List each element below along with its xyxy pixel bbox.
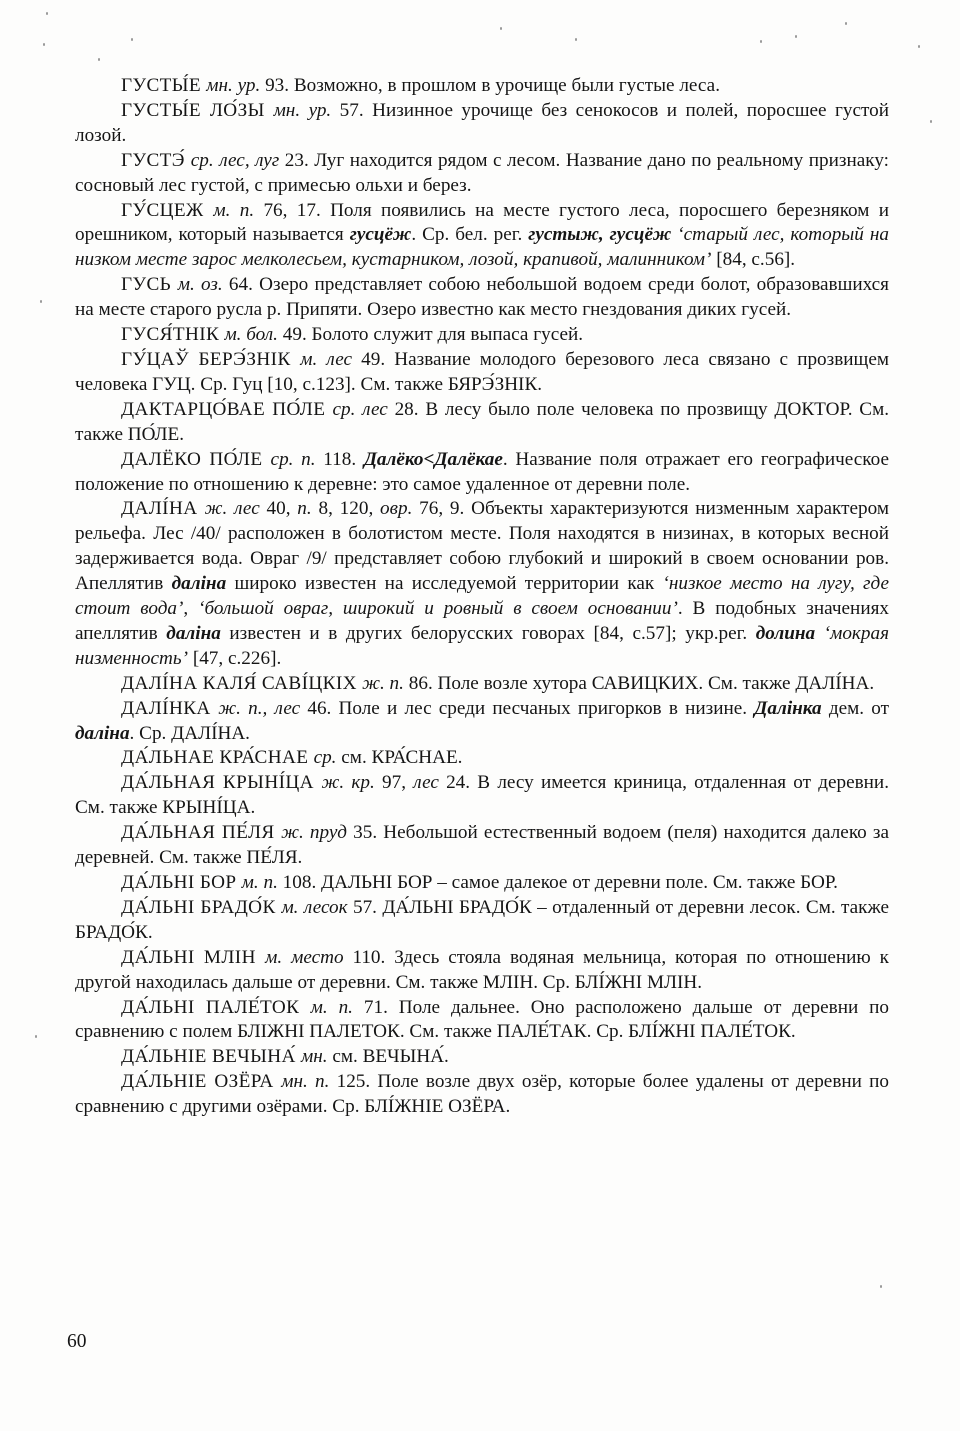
- entry-label-italic: ж. п., лес: [218, 697, 308, 719]
- dictionary-entry: [75, 497, 889, 671]
- dictionary-entry: [75, 149, 889, 199]
- dictionary-entry: [75, 99, 889, 149]
- dictionary-entry: [75, 448, 889, 498]
- entry-text: известен и в других белорусских говорах [84, с.57]; укр.рег.: [220, 622, 756, 644]
- entry-label-italic: ср. лес: [332, 398, 395, 420]
- scan-speck: [795, 35, 797, 38]
- entry-text: [84, с.56].: [711, 249, 796, 271]
- entry-headword: ДАЛІ́НКА: [121, 697, 219, 719]
- entry-text: 76, 9. Объекты характеризуются низменным характером рельефа. Лес /40/ расположен в болотистом месте. Поля находятся в низинах, в которых весной задерживается вода. Овраг /9/ представляет собою глубокий и широкий в своем основании ров. Апеллятив: [75, 498, 889, 595]
- entry-headword: ДА́ЛЬНІ ПАЛЕ́ТОК: [121, 996, 311, 1018]
- dictionary-entry: [75, 996, 889, 1046]
- entry-label-italic: ‘большой овраг, широкий и ровный в своем основании’: [198, 598, 678, 620]
- entry-label-italic: м. п.: [241, 872, 283, 893]
- dictionary-entry: [75, 273, 889, 323]
- dictionary-entry: [75, 697, 889, 747]
- entry-headword: ДАЛІ́НА КАЛЯ́ САВІ́ЦКІХ: [121, 672, 363, 694]
- entry-text: 76, 17. Поля появились на месте густого леса, поросшего березняком и орешником, который называется: [75, 199, 890, 246]
- entry-text: 24. В лесу имеется криница, отдаленная от деревни. См. также КРЫНІ́ЦА.: [75, 772, 889, 819]
- entry-text: 57. ДА́ЛЬНІ БРАДО́К – отдаленный от деревни лесок. См. также БРАДО́К.: [75, 896, 889, 943]
- scan-speck: [918, 45, 920, 48]
- entry-text: 23. Луг находится рядом с лесом. Название дано по реальному признаку: сосновый лес густой, с примесью ольхи и берез.: [75, 149, 889, 196]
- entry-label-italic: ж. п.: [362, 672, 409, 694]
- entry-label-italic: ‘низкое место на лугу, где стоит вода’: [75, 573, 889, 620]
- entry-headword: ГУ́СЦЕЖ: [121, 199, 214, 221]
- entry-headword: ДАКТАРЦО́ВАЕ ПО́ЛЕ: [121, 398, 333, 420]
- entry-text: 97,: [382, 772, 414, 794]
- entry-label-italic: м. п.: [213, 199, 264, 221]
- entry-headword: ДА́ЛЬНІЕ ОЗЁРА: [121, 1071, 282, 1093]
- entry-text: 35. Небольшой естественный водоем (пеля) находится далеко за деревней. См. также ПЕ́ЛЯ.: [75, 822, 890, 869]
- entry-term-bold-italic: долина: [755, 622, 816, 644]
- entry-text: 110. Здесь стояла водяная мельница, которая по отношению к другой находилась дальше от деревни. См. также МЛІН. Ср. БЛІ́ЖНІ МЛІН.: [75, 946, 889, 993]
- entry-term-bold-italic: гусцёж: [349, 224, 412, 246]
- entry-text: . В подобных значениях апеллятив: [75, 598, 890, 644]
- dictionary-entry: [75, 771, 889, 821]
- entry-text: 49. Название молодого березового леса связано с прозвищем человека ГУЦ. Ср. Гуц [10, с.123]. См. также БЯРЭ́ЗНІК.: [75, 348, 889, 395]
- entry-term-bold-italic: даліна: [166, 622, 221, 644]
- dictionary-entry: [75, 746, 889, 771]
- entry-label-italic: ‘старый лес, который на низком месте зарос мелколесьем, кустарником, лозой, крапивой, малинником’: [75, 224, 889, 271]
- dictionary-entry: [75, 946, 889, 996]
- entry-headword: ГУСТЫ́Е ЛО́ЗЫ: [121, 99, 274, 121]
- entry-text: 28. В лесу было поле человека по прозвищу ДОКТОР. См. также ПО́ЛЕ.: [75, 398, 890, 445]
- entry-text: 125. Поле возле двух озёр, которые более удалены от деревни по сравнению с другими озёрами. Ср. БЛІ́ЖНІЕ ОЗЁРА.: [75, 1071, 889, 1118]
- entry-text: 46. Поле и лес среди песчаных пригорков в низине.: [307, 697, 755, 719]
- entry-text: . Ср. бел. рег.: [411, 224, 529, 246]
- entry-headword: ДА́ЛЬНІ МЛІН: [121, 946, 266, 968]
- entry-label-italic: м. место: [265, 946, 353, 968]
- dictionary-entry: [75, 199, 889, 274]
- entry-text: см. ВЕЧЫНА́.: [332, 1046, 449, 1068]
- entry-headword: ГУСЯ́ТНІК: [121, 324, 225, 346]
- scan-speck: [930, 120, 932, 123]
- entry-headword: ДА́ЛЬНІЕ ВЕЧЫНА́: [121, 1046, 301, 1068]
- scan-speck: [35, 1035, 37, 1038]
- scan-speck: [131, 38, 133, 41]
- entry-text: [815, 623, 824, 644]
- entry-term-bold-italic: Далёко<Далёкае: [363, 448, 503, 470]
- entry-label-italic: ср.: [313, 747, 342, 769]
- entry-text: широко известен на исследуемой территории как: [226, 573, 663, 595]
- dictionary-entry: [75, 348, 889, 398]
- entry-text: 57. Низинное урочище без сенокосов и полей, поросшее густой лозой.: [75, 99, 889, 146]
- page-number: 60: [67, 1331, 87, 1352]
- entry-text: дем. от: [821, 697, 889, 719]
- scan-speck: [575, 38, 577, 41]
- entry-label-italic: ж. пруд: [281, 822, 354, 844]
- entry-label-italic: ср. п.: [270, 448, 324, 470]
- entry-headword: ДА́ЛЬНАЯ КРЫНІ́ЦА: [121, 772, 322, 794]
- entry-headword: ГУСТЭ́: [121, 149, 191, 171]
- entry-label-italic: ср. лес, луг: [190, 149, 285, 171]
- entry-text: 108. ДАЛЬНІ БОР – самое далекое от деревни поле. См. также БОР.: [282, 872, 838, 893]
- entry-label-italic: мн. ур.: [273, 99, 340, 121]
- entry-label-italic: п.: [297, 498, 319, 520]
- entry-text: ,: [183, 598, 199, 620]
- entry-label-italic: ж. лес: [204, 498, 267, 520]
- entry-headword: ДАЛЁКО ПО́ЛЕ: [121, 448, 271, 470]
- entry-term-bold-italic: даліна: [171, 573, 227, 595]
- entry-text: 64. Озеро представляет собою небольшой водоем среди болот, образовавшихся на месте старого русла р. Припяти. Озеро известно как место гнездования диких гусей.: [75, 274, 889, 321]
- entry-label-italic: мн. п.: [281, 1071, 337, 1093]
- entry-text: . Название поля отражает его географическое положение по отношению к деревне: это самое удаленное от деревни поле.: [75, 448, 889, 495]
- entry-headword: ДА́ЛЬНАЕ КРА́СНАЕ: [121, 747, 314, 769]
- entry-label-italic: м. бол.: [224, 324, 283, 346]
- entry-label-italic: овр.: [380, 498, 420, 520]
- entry-label-italic: мн.: [300, 1046, 333, 1068]
- entry-headword: ДА́ЛЬНАЯ ПЕ́ЛЯ: [121, 822, 282, 844]
- scan-speck: [43, 43, 45, 46]
- dictionary-entry: [75, 821, 889, 871]
- dictionary-entry: [75, 672, 889, 697]
- entry-headword: ГУСТЫ́Е: [121, 75, 207, 96]
- entry-headword: ДАЛІ́НА: [121, 498, 205, 520]
- entry-headword: ДА́ЛЬНІ БОР: [121, 872, 242, 893]
- entry-label-italic: лес: [413, 772, 447, 794]
- entry-headword: ГУСЬ: [121, 274, 178, 296]
- dictionary-entry: [75, 1070, 889, 1120]
- scan-speck: [880, 1285, 882, 1288]
- entry-text: 93. Возможно, в прошлом в урочище были густые леса.: [265, 75, 720, 96]
- dictionary-entry: [75, 74, 889, 99]
- scan-speck: [98, 58, 100, 61]
- entry-label-italic: м. п.: [310, 996, 364, 1018]
- entry-label-italic: м. оз.: [177, 274, 229, 296]
- dictionary-entry: [75, 896, 889, 946]
- dictionary-entries: [75, 74, 889, 1120]
- entry-label-italic: м. лес: [300, 348, 362, 370]
- entry-text: 118.: [323, 448, 364, 470]
- dictionary-entry: [75, 398, 889, 448]
- dictionary-entry: [75, 323, 889, 348]
- entry-term-bold-italic: даліна: [75, 722, 130, 744]
- entry-text: 8, 120,: [318, 498, 381, 520]
- scan-speck: [760, 40, 762, 43]
- entry-text: 71. Поле дальнее. Оно расположено дальше от деревни по сравнению с полем БЛІЖНІ ПАЛЕТОК. См. также ПАЛЕ́ТАК. Ср. БЛІ́ЖНІ ПАЛЕ́ТОК.: [75, 996, 890, 1043]
- scan-speck: [845, 22, 847, 25]
- entry-term-bold-italic: густыж, гусцёж: [528, 224, 672, 246]
- scan-speck: [46, 12, 48, 15]
- entry-headword: ДА́ЛЬНІ БРАДО́К: [121, 896, 282, 918]
- scan-speck: [500, 27, 502, 30]
- entry-text: см. КРА́СНАЕ.: [341, 747, 463, 769]
- dictionary-entry: [75, 1045, 889, 1070]
- entry-headword: ГУ́ЦАЎ БЕРЭ́ЗНІК: [121, 348, 301, 370]
- entry-term-bold-italic: Далінка: [754, 697, 822, 719]
- entry-text: 40,: [266, 498, 298, 520]
- entry-label-italic: м. лесок: [281, 896, 353, 918]
- entry-label-italic: ж. кр.: [321, 772, 382, 794]
- entry-text: [47, с.226].: [188, 647, 282, 669]
- entry-label-italic: мн. ур.: [206, 75, 266, 96]
- entry-text: 86. Поле возле хутора САВИЦКИХ. См. также ДАЛІ́НА.: [408, 672, 875, 694]
- entry-text: 49. Болото служит для выпаса гусей.: [282, 324, 584, 346]
- scan-speck: [40, 300, 42, 303]
- entry-text: . Ср. ДАЛІ́НА.: [129, 722, 250, 744]
- dictionary-entry: [75, 871, 889, 896]
- entry-label-italic: ‘мокрая низменность’: [75, 622, 889, 669]
